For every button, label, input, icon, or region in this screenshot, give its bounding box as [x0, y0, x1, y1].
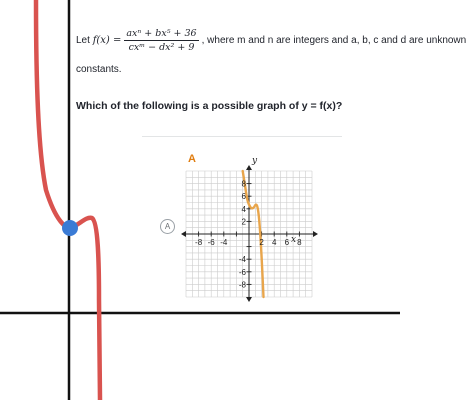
y-tick-label: -4	[238, 255, 246, 265]
background-point	[62, 220, 78, 236]
fraction-denominator: cxᵐ − dx² + 9	[128, 42, 195, 53]
let-word: Let	[76, 34, 90, 46]
function-lhs: f(x) =	[92, 34, 122, 46]
condition-text: , where m and n are integers and a, b, c and d are unknown	[201, 34, 466, 46]
x-tick-label: 4	[271, 238, 277, 247]
function-fraction	[124, 28, 198, 53]
fraction-numerator: axⁿ + bx⁵ + 36	[126, 28, 197, 39]
question-prompt: Which of the following is a possible graph of y = f(x)?	[76, 100, 343, 112]
question-text	[76, 28, 466, 113]
condition-end-text: constants.	[76, 64, 122, 75]
y-axis-arrow-down	[246, 297, 252, 302]
x-tick-label: 6	[284, 238, 290, 247]
y-tick-label: 4	[241, 204, 246, 214]
x-tick-label: 8	[297, 238, 302, 247]
choice-a-graph[interactable]	[180, 150, 300, 310]
divider	[142, 136, 342, 137]
x-axis-arrow-left	[181, 231, 186, 237]
y-tick-label: -8	[238, 280, 246, 290]
x-tick-label: -4	[220, 238, 228, 247]
x-tick-label: 2	[259, 238, 264, 247]
y-tick-label: 8	[241, 179, 246, 189]
x-tick-label: -8	[195, 238, 203, 247]
choice-a-label: A	[188, 153, 196, 165]
choice-a-radio[interactable]: A	[160, 219, 175, 234]
x-axis-label: x	[291, 235, 297, 245]
y-tick-label: 6	[241, 192, 246, 202]
y-axis-label: y	[252, 156, 258, 166]
axes	[181, 165, 318, 302]
y-tick-label: -6	[238, 267, 246, 277]
y-tick-label: 2	[241, 217, 246, 227]
x-tick-label: -6	[207, 238, 215, 247]
